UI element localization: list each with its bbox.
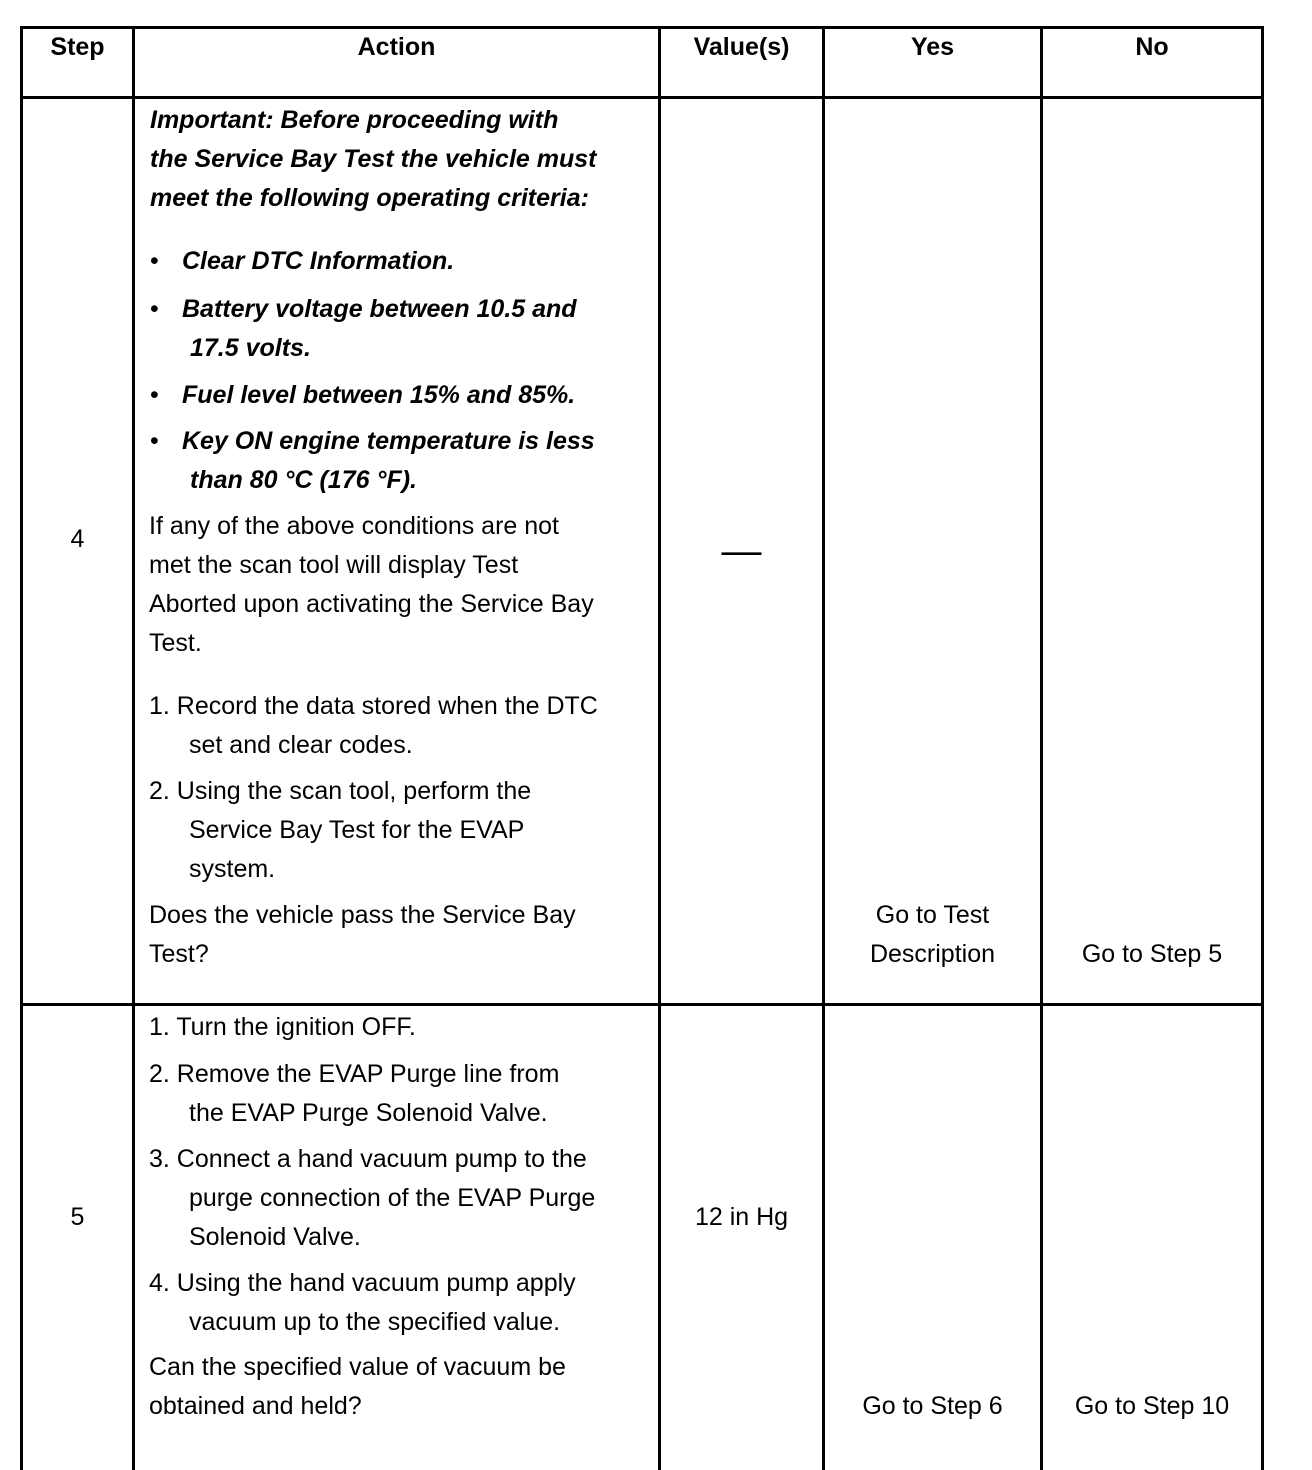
row4-yes-line2: Description: [869, 940, 996, 968]
row4-important-line1: Important: Before proceeding with: [150, 106, 559, 134]
row4-question-line2: Test?: [149, 940, 209, 968]
row5-step2-line1: 2. Remove the EVAP Purge line from: [149, 1060, 560, 1088]
row5-question-line2: obtained and held?: [149, 1392, 362, 1420]
row5-question-line1: Can the specified value of vacuum be: [149, 1353, 566, 1381]
row5-value: 12 in Hg: [694, 1203, 789, 1231]
row4-step2-line2: Service Bay Test for the EVAP: [189, 816, 525, 844]
bullet-icon: •: [150, 247, 159, 275]
header-bottom-border: [20, 96, 1264, 99]
header-no: No: [1135, 33, 1169, 61]
row4-paragraph-line4: Test.: [149, 629, 202, 657]
row5-step1: 1. Turn the ignition OFF.: [149, 1013, 416, 1041]
header-action: Action: [357, 33, 436, 61]
row4-important-line3: meet the following operating criteria:: [150, 184, 589, 212]
row4-paragraph-line1: If any of the above conditions are not: [149, 512, 559, 540]
row5-step3-line3: Solenoid Valve.: [189, 1223, 361, 1251]
row5-step3-line1: 3. Connect a hand vacuum pump to the: [149, 1145, 587, 1173]
col-divider-value-yes: [822, 26, 825, 1470]
row5-step4-line1: 4. Using the hand vacuum pump apply: [149, 1269, 576, 1297]
row4-bullet-temp-line1: Key ON engine temperature is less: [182, 427, 595, 455]
row4-paragraph-line2: met the scan tool will display Test: [149, 551, 519, 579]
row4-bullet-battery-line2: 17.5 volts.: [190, 334, 311, 362]
bullet-icon: •: [150, 381, 159, 409]
row4-step2-line1: 2. Using the scan tool, perform the: [149, 777, 532, 805]
row4-bottom-border: [20, 1003, 1264, 1006]
row4-step-number: 4: [70, 525, 85, 553]
row4-bullet-clear-dtc: Clear DTC Information.: [182, 247, 455, 275]
row4-important-line2: the Service Bay Test the vehicle must: [150, 145, 597, 173]
bullet-icon: •: [150, 295, 159, 323]
row5-no: Go to Step 10: [1074, 1392, 1230, 1420]
row4-bullet-temp-line2: than 80 °C (176 °F).: [190, 466, 417, 494]
col-divider-action-value: [658, 26, 661, 1470]
row5-step-number: 5: [70, 1203, 85, 1231]
col-divider-yes-no: [1040, 26, 1043, 1470]
bullet-icon: •: [150, 427, 159, 455]
table-right-border: [1261, 26, 1264, 1470]
row4-bullet-fuel: Fuel level between 15% and 85%.: [182, 381, 576, 409]
header-yes: Yes: [910, 33, 955, 61]
row4-step2-line3: system.: [189, 855, 276, 883]
table-left-border: [20, 26, 23, 1470]
row5-yes: Go to Step 6: [862, 1392, 1003, 1420]
header-step: Step: [50, 33, 105, 61]
row4-value-dash: —: [721, 529, 762, 573]
row4-yes-line1: Go to Test: [875, 901, 990, 929]
row4-no: Go to Step 5: [1081, 940, 1223, 968]
col-divider-step-action: [132, 26, 135, 1470]
row4-bullet-battery-line1: Battery voltage between 10.5 and: [182, 295, 577, 323]
row5-step2-line2: the EVAP Purge Solenoid Valve.: [189, 1099, 548, 1127]
row4-step1-line2: set and clear codes.: [189, 731, 413, 759]
row4-paragraph-line3: Aborted upon activating the Service Bay: [149, 590, 594, 618]
row5-step4-line2: vacuum up to the specified value.: [189, 1308, 561, 1336]
header-values: Value(s): [693, 33, 790, 61]
row4-step1-line1: 1. Record the data stored when the DTC: [149, 692, 598, 720]
row5-step3-line2: purge connection of the EVAP Purge: [189, 1184, 596, 1212]
row4-question-line1: Does the vehicle pass the Service Bay: [149, 901, 576, 929]
